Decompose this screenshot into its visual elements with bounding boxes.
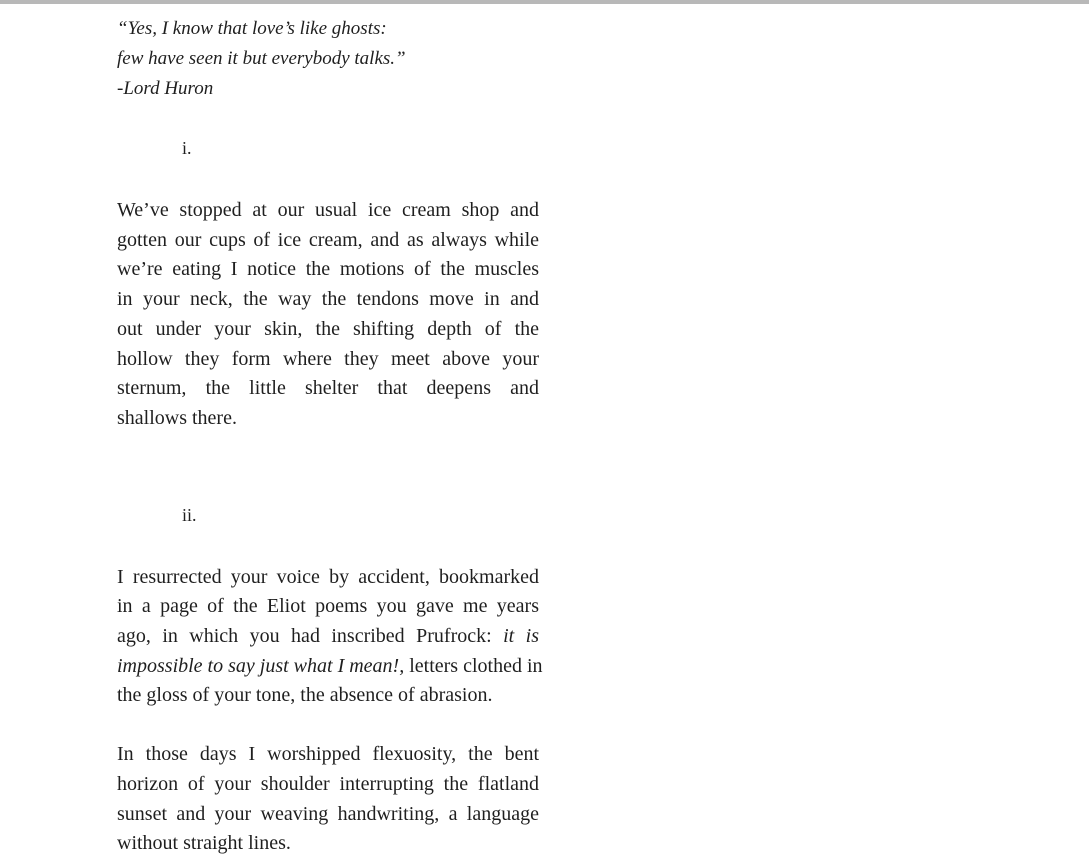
text-line: sternum, the little shelter that deepens and <box>117 377 539 400</box>
text-line: hollow they form where they meet above your <box>117 347 539 370</box>
text-line: I resurrected your voice by accident, bookmarked <box>117 565 539 588</box>
text-line <box>117 652 543 682</box>
section-number: i. <box>182 138 192 158</box>
text-line <box>117 622 539 652</box>
text-line: out under your skin, the shifting depth of the <box>117 317 539 340</box>
italic-quote: impossible to say just what I mean!, <box>117 654 405 677</box>
epigraph <box>117 14 539 104</box>
epigraph-line: few have seen it but everybody talks.” <box>117 48 406 69</box>
text-line: in your neck, the way the tendons move in and <box>117 288 539 311</box>
epigraph-line: “Yes, I know that love’s like ghosts: <box>117 18 387 39</box>
text-line: in a page of the Eliot poems you gave me years <box>117 595 539 618</box>
text-line: without straight lines. <box>117 832 291 855</box>
text-line: sunset and your weaving handwriting, a language <box>117 802 539 825</box>
text-run: ago, in which you had inscribed Prufrock: <box>117 625 492 648</box>
text-line: gotten our cups of ice cream, and as always while <box>117 228 539 251</box>
text-line: In those days I worshipped flexuosity, the bent <box>117 743 539 766</box>
text-line: shallows there. <box>117 406 237 429</box>
paragraph <box>117 563 543 712</box>
epigraph-attribution: -Lord Huron <box>117 78 214 99</box>
text-run: letters clothed in <box>409 654 543 677</box>
text-line: the gloss of your tone, the absence of abrasion. <box>117 684 493 707</box>
paragraph <box>117 740 539 859</box>
text-line: horizon of your shoulder interrupting the flatland <box>117 772 539 795</box>
document-page <box>117 14 543 859</box>
page-top-border <box>0 0 1089 4</box>
section-number: ii. <box>182 504 197 525</box>
text-line: We’ve stopped at our usual ice cream shop and <box>117 199 539 221</box>
paragraph <box>117 196 539 434</box>
text-line: we’re eating I notice the motions of the muscles <box>117 258 539 281</box>
italic-quote: it is <box>503 625 539 648</box>
